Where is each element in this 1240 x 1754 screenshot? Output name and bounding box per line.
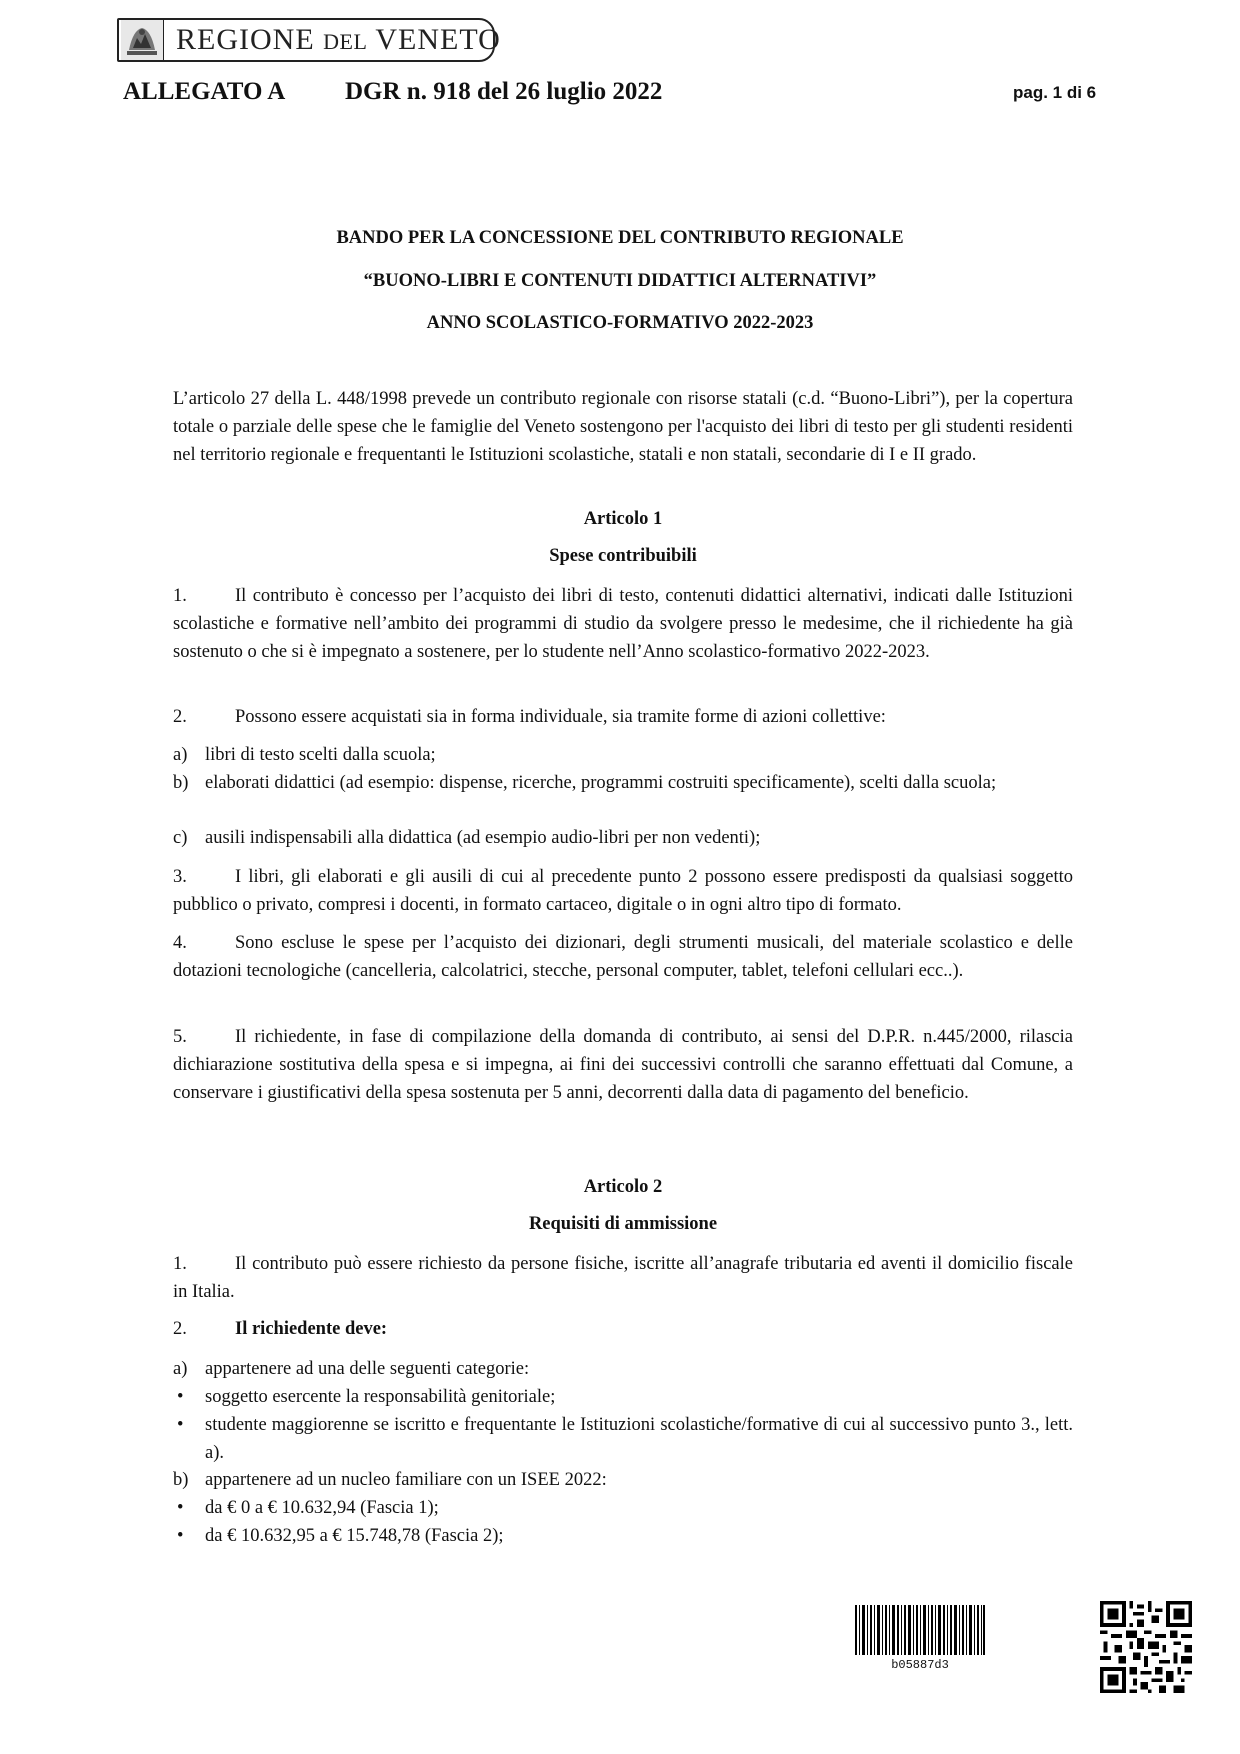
list-text: da € 0 a € 10.632,94 (Fascia 1); — [205, 1498, 439, 1518]
art2-paragraph-1 — [173, 1250, 1073, 1306]
art1-p2-number: 2. — [173, 707, 187, 727]
title-line-3: ANNO SCOLASTICO-FORMATIVO 2022-2023 — [426, 313, 814, 333]
art2-p2-number: 2. — [173, 1319, 187, 1339]
barcode-icon — [855, 1605, 985, 1655]
list-item — [173, 741, 1073, 769]
art1-p3-text: I libri, gli elaborati e gli ausili di cui al precedente punto 2 possono essere predisposti da qualsiasi soggetto pubblico o privato, compresi i docenti, in formato cartaceo, digitale o in ogni altro tipo di formato. — [173, 867, 1073, 915]
bullet-marker: • — [177, 1526, 184, 1546]
art1-p1-text: Il contributo è concesso per l’acquisto dei libri di testo, contenuti didattici alternativi, indicati dalle Istituzioni scolastiche e formative nell’ambito dei programmi di studio da svolgere presso le medesime, che il richiedente ha già sostenuto o che si è impegnato a sostenere, per lo studente nell’Anno scolastico-formativo 2022-2023. — [173, 586, 1073, 662]
intro-paragraph: L’articolo 27 della L. 448/1998 prevede un contributo regionale con risorse statali (c.d. “Buono-Libri”), per la copertura totale o parziale delle spese che le famiglie del Veneto sostengono per l'acquisto dei libri di testo per gli studenti residenti nel territorio regionale e frequentanti le Istituzioni scolastiche, statali e non statali, secondarie di I e II grado. — [173, 389, 1073, 465]
allegato-label: ALLEGATO A — [123, 78, 286, 105]
art1-paragraph-2 — [173, 703, 1073, 731]
list-marker: b) — [173, 1470, 189, 1490]
list-item — [177, 1522, 1073, 1550]
bullet-marker: • — [177, 1498, 184, 1518]
list-marker: a) — [173, 745, 188, 765]
art2-title: Articolo 2 — [583, 1177, 663, 1197]
logo-name: REGIONE — [176, 23, 315, 56]
list-text: da € 10.632,95 a € 15.748,78 (Fascia 2); — [205, 1526, 504, 1546]
list-item — [173, 769, 1073, 797]
title-line-2: “BUONO-LIBRI E CONTENUTI DIDATTICI ALTERNATIVI” — [363, 271, 877, 291]
list-item — [177, 1411, 1073, 1467]
art1-paragraph-3 — [173, 863, 1073, 919]
list-item — [177, 1383, 1073, 1411]
list-marker: c) — [173, 828, 188, 848]
title-line-1: BANDO PER LA CONCESSIONE DEL CONTRIBUTO REGIONALE — [336, 228, 904, 248]
art1-p4-number: 4. — [173, 933, 187, 953]
list-text: appartenere ad un nucleo familiare con un ISEE 2022: — [205, 1470, 607, 1490]
crest-icon — [121, 20, 164, 60]
list-item — [177, 1494, 1073, 1522]
art2-paragraph-2 — [173, 1315, 1073, 1343]
list-text: soggetto esercente la responsabilità genitoriale; — [205, 1387, 556, 1407]
art1-p5-number: 5. — [173, 1027, 187, 1047]
art1-p4-text: Sono escluse le spese per l’acquisto dei dizionari, degli strumenti musicali, del materiale scolastico e delle dotazioni tecnologiche (cancelleria, calcolatrici, stecche, personal computer, tablet, telefoni cellulari ecc..). — [173, 933, 1073, 981]
dgr-reference: DGR n. 918 del 26 luglio 2022 — [345, 78, 663, 105]
art1-p3-number: 3. — [173, 867, 187, 887]
art1-paragraph-4 — [173, 929, 1073, 985]
art1-paragraph-1 — [173, 582, 1073, 666]
art1-subtitle: Spese contribuibili — [549, 546, 697, 566]
art1-p1-number: 1. — [173, 586, 187, 606]
list-text: elaborati didattici (ad esempio: dispense, ricerche, programmi costruiti specificamente), scelti dalla scuola; — [205, 773, 997, 793]
bullet-marker: • — [177, 1387, 184, 1407]
list-text: studente maggiorenne se iscritto e frequentante le Istituzioni scolastiche/formative di cui al successivo punto 3., lett. a). — [205, 1415, 1073, 1463]
list-item — [173, 1466, 1073, 1494]
list-text: appartenere ad una delle seguenti categorie: — [205, 1359, 530, 1379]
list-marker: a) — [173, 1359, 188, 1379]
logo-place: VENETO — [375, 23, 501, 56]
list-item — [173, 1355, 1073, 1383]
region-logo — [117, 18, 501, 62]
list-text: libri di testo scelti dalla scuola; — [205, 745, 436, 765]
art1-p5-text: Il richiedente, in fase di compilazione della domanda di contributo, ai sensi del D.P.R. n.445/2000, rilascia dichiarazione sostitutiva della spesa e si impegna, ai fini dei successivi controlli che saranno effettuati dal Comune, a conservare i giustificativi della spesa sostenuta per 5 anni, decorrenti dalla data di pagamento del beneficio. — [173, 1027, 1073, 1103]
bullet-marker: • — [177, 1415, 184, 1435]
art2-p2-text: Il richiedente deve: — [235, 1319, 388, 1339]
art1-title: Articolo 1 — [583, 509, 663, 529]
list-item — [173, 824, 1073, 852]
art2-p1-text: Il contributo può essere richiesto da persone fisiche, iscritte all’anagrafe tributaria ed aventi il domicilio fiscale in Italia. — [173, 1254, 1073, 1302]
logo-del: DEL — [323, 29, 368, 54]
list-marker: b) — [173, 773, 189, 793]
art2-p1-number: 1. — [173, 1254, 187, 1274]
page-number: pag. 1 di 6 — [1013, 83, 1097, 102]
art2-subtitle: Requisiti di ammissione — [528, 1214, 718, 1234]
qr-code-icon — [1100, 1601, 1192, 1693]
barcode-label: b05887d3 — [891, 1658, 949, 1672]
list-text: ausili indispensabili alla didattica (ad esempio audio-libri per non vedenti); — [205, 828, 761, 848]
art1-paragraph-5 — [173, 1023, 1073, 1107]
art1-p2-text: Possono essere acquistati sia in forma individuale, sia tramite forme di azioni collettive: — [235, 707, 886, 727]
